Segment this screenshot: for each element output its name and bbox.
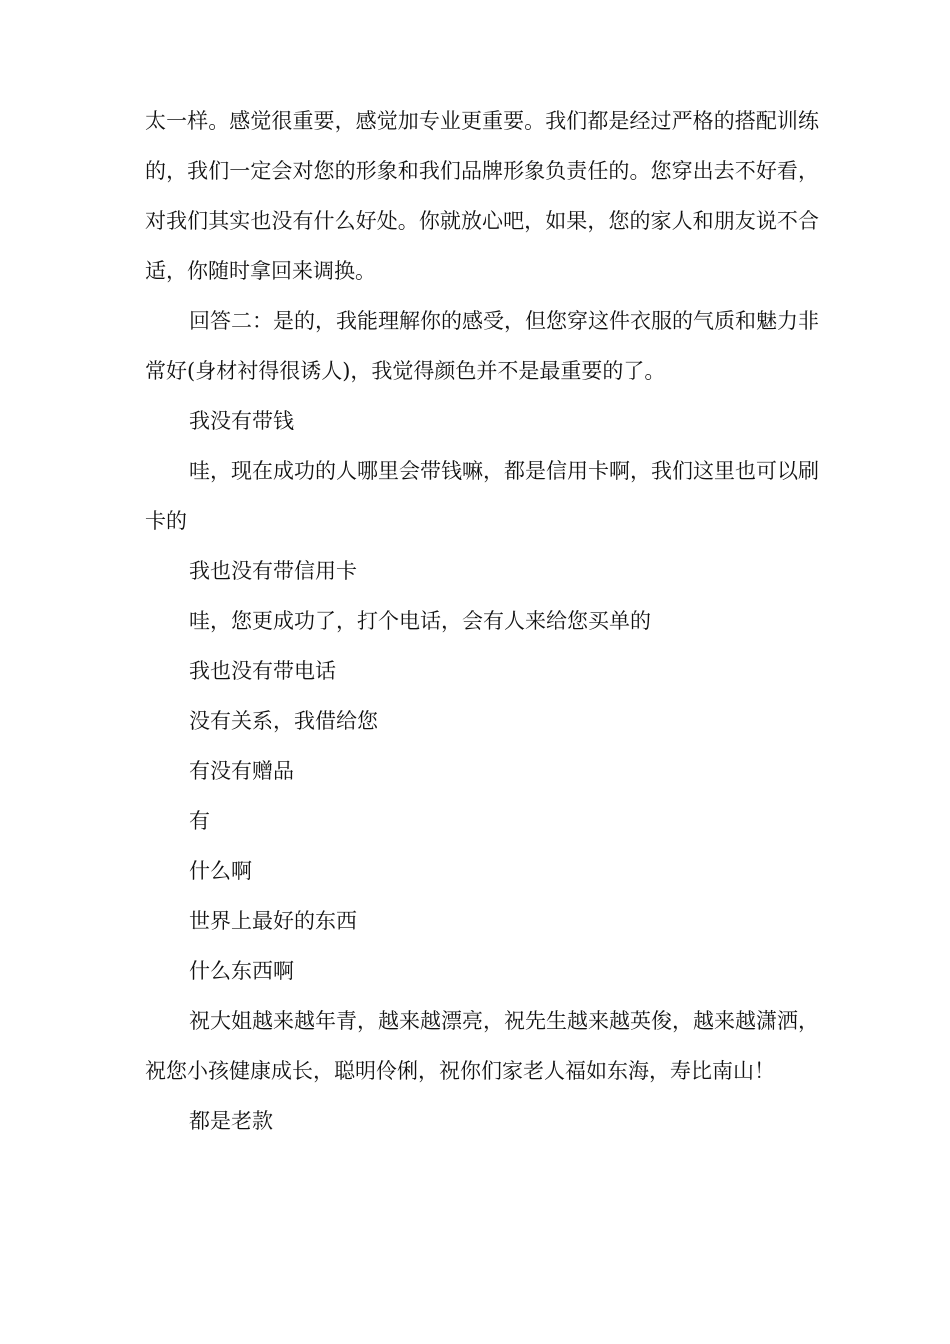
- paragraph-0: 太一样。感觉很重要，感觉加专业更重要。我们都是经过严格的搭配训练的，我们一定会对您的形象和我们品牌形象负责任的。您穿出去不好看，对我们其实也没有什么好处。你就放心吧，如果，您的家人和朋友说不合适，你随时拿回来调换。: [145, 109, 819, 283]
- paragraph-1: 回答二：是的，我能理解你的感受，但您穿这件衣服的气质和魅力非常好(身材衬得很诱人)，我觉得颜色并不是最重要的了。: [145, 309, 819, 383]
- paragraph-13: 祝大姐越来越年青，越来越漂亮，祝先生越来越英俊，越来越潇洒，祝您小孩健康成长，聪明伶俐，祝你们家老人福如东海，寿比南山！: [145, 1009, 819, 1083]
- document-body: [145, 96, 819, 1146]
- paragraph-2: 我没有带钱: [189, 409, 294, 433]
- paragraph-12: 什么东西啊: [189, 959, 294, 983]
- paragraph-14: 都是老款: [189, 1109, 273, 1133]
- paragraph-7: 没有关系，我借给您: [189, 709, 378, 733]
- paragraph-6: 我也没有带电话: [189, 659, 336, 683]
- paragraph-11: 世界上最好的东西: [189, 909, 357, 933]
- paragraph-9: 有: [189, 809, 210, 833]
- paragraph-3: 哇，现在成功的人哪里会带钱嘛，都是信用卡啊，我们这里也可以刷卡的: [145, 459, 819, 533]
- paragraph-10: 什么啊: [189, 859, 252, 883]
- paragraph-4: 我也没有带信用卡: [189, 559, 357, 583]
- paragraph-8: 有没有赠品: [189, 759, 294, 783]
- paragraph-5: 哇，您更成功了，打个电话，会有人来给您买单的: [189, 609, 651, 633]
